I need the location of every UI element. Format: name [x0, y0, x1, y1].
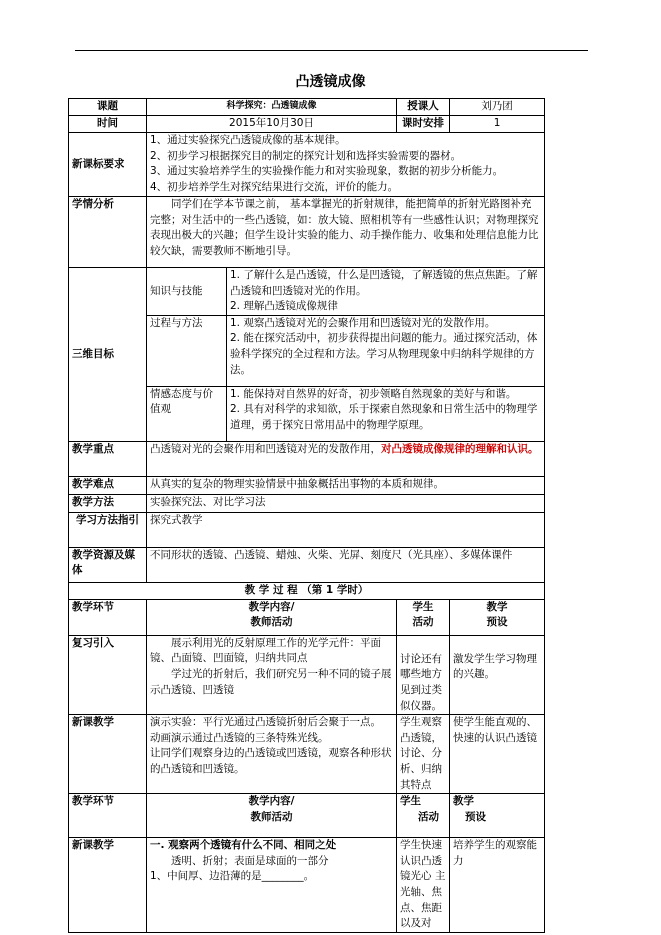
emotion-goals — [227, 386, 545, 441]
hours-label: 课时安排 — [397, 116, 450, 133]
row-content-heading: 一. 观察两个透镜有什么不同、相同之处 — [150, 839, 337, 852]
teacher-label: 授课人 — [397, 99, 450, 116]
hours-value: 1 — [450, 116, 545, 133]
key-points — [147, 441, 545, 476]
key-points-label: 教学重点 — [69, 441, 147, 476]
row-content — [147, 715, 397, 794]
col-student — [397, 794, 450, 838]
knowledge-goals — [227, 268, 545, 316]
standards-item: 1、通过实验探究凸透镜成像的基本规律。 — [150, 134, 346, 146]
resources-text: 不同形状的透镜、凸透镜、蜡烛、火柴、光屏、刻度尺（光具座）、多媒体课件 — [147, 547, 545, 582]
col-preset-line: 教学 — [453, 795, 475, 808]
process-label: 过程与方法 — [147, 315, 227, 386]
standards-list — [147, 133, 545, 197]
row-content-line: 展示利用光的反射原理工作的光学元件：平面镜、凸面镜、凹面镜，归纳共同点 — [150, 636, 381, 665]
row-preset: 培养学生的观察能力 — [450, 838, 545, 933]
row-preset: 使学生能直观的、快速的认识凸透镜 — [450, 715, 545, 794]
row-content-line: 让同学们观察身边的凸透镜或凹透镜，观察各种形状的凸透镜和凹透镜。 — [150, 747, 392, 775]
topic-label: 课题 — [69, 99, 147, 116]
row-student: 讨论还有哪些地方见到过类似仪器。 — [397, 635, 450, 714]
difficulties-text: 从真实的复杂的物理实验情景中抽象概括出事物的本质和规律。 — [147, 476, 545, 494]
col-content — [147, 794, 397, 838]
col-student-line: 活动 — [418, 810, 440, 823]
resources-label: 教学资源及媒体 — [69, 547, 147, 582]
analysis-label: 学情分析 — [69, 197, 147, 268]
emotion-item: 1. 能保持对自然界的好奇，初步领略自然现象的美好与和谐。 — [230, 387, 517, 400]
row-stage: 新课教学 — [69, 838, 147, 933]
knowledge-item: 1. 了解什么是凸透镜，什么是凹透镜，了解透镜的焦点焦距。了解凸透镜和凹透镜对光的作用。 — [230, 269, 538, 297]
standards-item: 4、初步培养学生对探究结果进行交流，评价的能力。 — [150, 180, 399, 193]
difficulties-label: 教学难点 — [69, 476, 147, 494]
row-content-line: 动画演示通过凸透镜的三条特殊光线。 — [150, 731, 329, 744]
emotion-label: 情感态度与价值观 — [147, 386, 227, 441]
study-label: 学习方法指引 — [69, 512, 147, 547]
row-student: 学生快速认识凸透镜光心 主光轴、焦点、焦距以及对 — [397, 838, 450, 933]
row-content-line: 学过光的折射后，我们研究另一种不同的镜子展示凸透镜、凹透镜 — [150, 667, 392, 696]
col-content-line: 教学内容/ — [248, 795, 295, 808]
col-stage: 教学环节 — [69, 599, 147, 635]
emotion-item: 2. 具有对科学的求知欲，乐于探索自然现象和日常生活中的物理学道理，勇于探究日常用品中的物理学原理。 — [230, 403, 538, 431]
time-value: 2015年10月30日 — [147, 116, 397, 133]
process-goals — [227, 315, 545, 386]
key-points-text: 凸透镜对光的会聚作用和凹透镜对光的发散作用， — [150, 442, 381, 455]
header-rule — [75, 50, 588, 51]
page-title: 凸透镜成像 — [295, 74, 366, 90]
standards-label: 新课标要求 — [69, 133, 147, 197]
col-student-line: 活动 — [412, 616, 434, 629]
row-preset: 激发学生学习物理的兴趣。 — [450, 635, 545, 714]
knowledge-item: 2. 理解凸透镜成像规律 — [230, 300, 338, 313]
col-content-line: 教学内容/ — [248, 600, 295, 613]
col-student-line: 学生 — [400, 795, 422, 808]
study-text: 探究式教学 — [147, 512, 545, 547]
row-student: 学生观察凸透镜，讨论、分析、归纳其特点 — [397, 715, 450, 794]
time-label: 时间 — [69, 116, 147, 133]
col-preset-line: 教学 — [486, 600, 508, 613]
row-stage: 复习引入 — [69, 635, 147, 714]
key-points-emphasis: 对凸透镜成像规律的理解和认识。 — [381, 442, 539, 455]
row-content — [147, 838, 397, 933]
col-student — [397, 599, 450, 635]
process-item: 1. 观察凸透镜对光的会聚作用和凹透镜对光的发散作用。 — [230, 316, 496, 329]
process-item: 2. 能在探究活动中，初步获得提出问题的能力。通过探究活动，体验科学探究的全过程和方法。学习从物理现象中归纳科学规律的方法。 — [230, 332, 538, 376]
topic-value: 科学探究：凸透镜成像 — [147, 99, 397, 116]
col-preset — [450, 794, 545, 838]
knowledge-label: 知识与技能 — [147, 268, 227, 316]
col-content-line: 教师活动 — [250, 810, 293, 823]
col-preset-line: 预设 — [486, 616, 508, 629]
col-preset-line: 预设 — [465, 810, 487, 823]
teacher-value: 刘乃团 — [450, 99, 545, 116]
row-content — [147, 635, 397, 714]
col-student-line: 学生 — [412, 600, 434, 613]
col-content-line: 教师活动 — [250, 616, 293, 629]
methods-text: 实验探究法、对比学习法 — [147, 494, 545, 512]
row-stage: 新课教学 — [69, 715, 147, 794]
col-stage: 教学环节 — [69, 794, 147, 838]
col-preset — [450, 599, 545, 635]
methods-label: 教学方法 — [69, 494, 147, 512]
analysis-text: 同学们在学本节课之前， 基本掌握光的折射规律，能把简单的折射光路图补充完整；对生活中的一些凸透镜，如：放大镜、照相机等有一些感性认识；对物理探究表现出极大的兴趣；但学生设计实验的能力、动手操作能力、收集和处理信息能力比较欠缺，需要教师不断地引导。 — [147, 197, 545, 268]
col-content — [147, 599, 397, 635]
standards-item: 3、通过实验培养学生的实验操作能力和对实验现象，数据的初步分析能力。 — [150, 165, 504, 178]
goals-label: 三维目标 — [69, 268, 147, 442]
row-content-line: 演示实验：平行光通过凸透镜折射后会聚于一点。 — [150, 716, 381, 729]
row-content-line: 1、中间厚、边沿薄的是________。 — [150, 870, 315, 883]
row-content-line: 透明、折射；表面是球面的一部分 — [171, 854, 329, 867]
process-title: 教 学 过 程 （第 1 学时） — [69, 582, 545, 599]
lesson-plan-table — [68, 98, 545, 933]
standards-item: 2、初步学习根据探究目的制定的探究计划和选择实验需要的器材。 — [150, 149, 462, 162]
